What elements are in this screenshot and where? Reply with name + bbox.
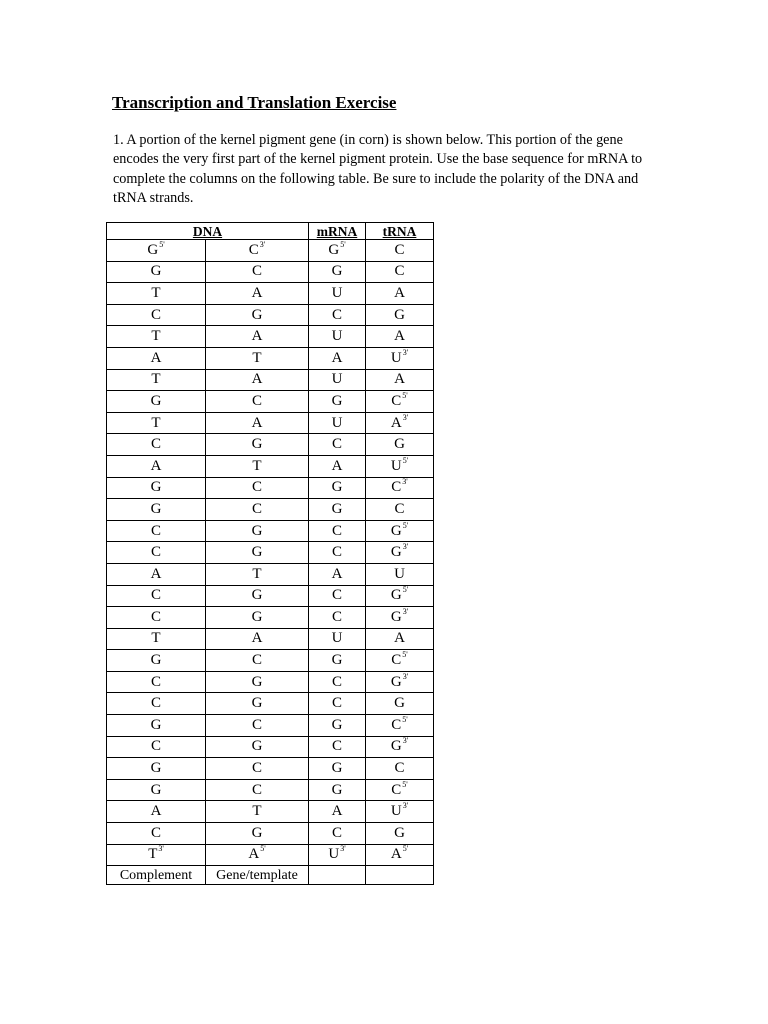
mrna-cell [309,585,366,607]
dna-complement-cell [107,715,206,737]
base-letter: A [150,565,162,582]
polarity-marker: 3' [402,542,409,552]
trna-cell [366,823,434,845]
dna-complement-cell [107,779,206,801]
dna-template-cell [206,779,309,801]
base-letter: C [394,500,405,517]
mrna-cell [309,520,366,542]
base-letter: C [150,673,161,690]
page-title: Transcription and Translation Exercise [112,93,397,112]
polarity-marker: 5' [402,390,408,400]
table-row [107,844,434,866]
dna-complement-cell [107,391,206,413]
dna-complement-cell [107,844,206,866]
base-letter: G [251,738,263,755]
dna-template-cell [206,434,309,456]
base-letter: A [251,371,263,388]
polarity-marker: 5' [402,714,408,724]
mrna-cell [309,542,366,564]
table-row [107,283,434,305]
polarity-marker: 5' [402,779,408,789]
base-letter: G [331,500,343,517]
polarity-marker: 3' [402,606,409,616]
base-letter: C [251,716,262,733]
base-letter: A [150,349,162,366]
base-letter: G [390,738,402,755]
base-letter: C [331,824,342,841]
base-letter: G [331,716,343,733]
trna-cell [366,844,434,866]
polarity-marker: 5' [260,844,266,854]
dna-complement-cell [107,736,206,758]
mrna-cell [309,628,366,650]
base-letter: U [331,414,343,431]
base-letter: C [391,479,402,496]
mrna-cell [309,736,366,758]
dna-template-cell [206,499,309,521]
table-row [107,326,434,348]
table-row [107,715,434,737]
dna-complement-cell [107,283,206,305]
base-letter: G [251,522,263,539]
table-row [107,801,434,823]
base-letter: C [248,241,259,258]
dna-complement-cell [107,520,206,542]
polarity-marker: 3' [340,844,346,854]
base-letter: C [251,392,262,409]
polarity-marker: 3' [402,347,409,357]
base-letter: C [394,241,405,258]
base-letter: T [151,414,161,431]
base-letter: G [147,241,159,258]
table-row [107,758,434,780]
dna-template-cell [206,563,309,585]
mrna-cell [309,844,366,866]
trna-cell [366,693,434,715]
base-letter: T [252,349,262,366]
trna-cell [366,520,434,542]
trna-cell [366,563,434,585]
base-letter: G [390,587,402,604]
base-letter: G [390,522,402,539]
mrna-cell [309,412,366,434]
trna-cell [366,671,434,693]
base-letter: G [394,306,405,323]
base-letter: G [251,436,263,453]
mrna-cell [309,283,366,305]
table-row [107,585,434,607]
table-row [107,391,434,413]
base-letter: C [251,479,262,496]
base-letter: C [331,587,342,604]
table-row [107,369,434,391]
dna-template-cell [206,369,309,391]
dna-template-cell [206,391,309,413]
base-letter: C [391,392,402,409]
base-letter: T [252,565,262,582]
base-letter: A [251,284,263,301]
base-letter: U [328,846,340,863]
dna-template-cell [206,455,309,477]
base-letter: C [331,436,342,453]
base-letter: G [251,673,263,690]
base-letter: G [331,781,343,798]
polarity-marker: 5' [402,520,409,530]
base-letter: G [331,652,343,669]
trna-cell [366,391,434,413]
mrna-cell [309,693,366,715]
base-letter: G [150,500,162,517]
dna-complement-cell [107,412,206,434]
table-row [107,542,434,564]
base-letter: G [331,479,343,496]
base-letter: C [331,522,342,539]
trna-cell [366,628,434,650]
base-letter: A [248,846,260,863]
dna-complement-cell [107,758,206,780]
base-letter: C [394,760,405,777]
dna-complement-cell [107,823,206,845]
base-letter: G [150,652,162,669]
base-letter: C [251,781,262,798]
mrna-cell [309,369,366,391]
base-letter: C [251,760,262,777]
base-letter: G [251,695,263,712]
trna-cell [366,434,434,456]
mrna-cell [309,650,366,672]
table-row [107,477,434,499]
table-row [107,823,434,845]
table-row [107,455,434,477]
table-row [107,736,434,758]
base-letter: A [331,803,343,820]
dna-complement-cell [107,347,206,369]
base-letter: C [150,738,161,755]
dna-complement-cell [107,499,206,521]
table-row [107,520,434,542]
table-row [107,693,434,715]
base-letter: T [151,328,161,345]
mrna-cell [309,261,366,283]
trna-cell [366,736,434,758]
table-row [107,563,434,585]
base-letter: C [331,306,342,323]
base-letter: G [150,392,162,409]
dna-complement-cell [107,542,206,564]
dna-template-cell [206,736,309,758]
dna-template-cell [206,477,309,499]
dna-template-cell [206,261,309,283]
table-row [107,240,434,262]
base-letter: A [150,803,162,820]
dna-template-cell [206,347,309,369]
mrna-cell [309,391,366,413]
base-letter: C [331,738,342,755]
dna-complement-cell [107,455,206,477]
base-letter: A [394,630,405,647]
polarity-marker: 5' [402,650,408,660]
dna-template-cell [206,671,309,693]
mrna-cell [309,304,366,326]
trna-cell [366,542,434,564]
base-letter: G [394,824,405,841]
dna-template-cell [206,715,309,737]
base-letter: A [331,565,343,582]
base-letter: U [331,328,343,345]
base-letter: A [394,328,405,345]
trna-cell [366,585,434,607]
base-letter: T [148,846,158,863]
dna-complement-cell [107,326,206,348]
base-letter: C [150,306,161,323]
trna-cell [366,779,434,801]
polarity-marker: 5' [340,239,346,249]
base-letter: G [390,673,402,690]
dna-complement-cell [107,477,206,499]
base-letter: C [331,695,342,712]
base-letter: C [150,544,161,561]
polarity-marker: 3' [158,844,164,854]
base-letter: U [331,284,343,301]
trna-cell [366,304,434,326]
dna-template-cell [206,844,309,866]
dna-complement-cell [107,607,206,629]
dna-complement-cell [107,304,206,326]
instructions-paragraph: 1. A portion of the kernel pigment gene (in corn) is shown below. This portion of the gene encodes the very first part of the kernel pigment protein. Use the base sequence for mRNA to complete the columns on the following table. Be sure to include the polarity of the DNA and tRNA strands. [113,132,643,207]
dna-template-cell [206,801,309,823]
table-row [107,261,434,283]
table-header-row [107,223,434,240]
dna-template-cell [206,693,309,715]
base-letter: C [150,522,161,539]
mrna-cell [309,434,366,456]
mrna-cell [309,563,366,585]
table-row [107,304,434,326]
table-row [107,607,434,629]
base-letter: G [150,479,162,496]
dna-complement-cell [107,369,206,391]
base-letter: C [391,781,402,798]
table-row [107,412,434,434]
trna-cell [366,455,434,477]
mrna-cell [309,801,366,823]
base-letter: A [394,371,405,388]
base-letter: A [150,457,162,474]
mrna-cell [309,671,366,693]
base-letter: U [331,371,343,388]
base-letter: C [150,587,161,604]
trna-cell [366,715,434,737]
trna-cell [366,801,434,823]
dna-complement-cell [107,671,206,693]
dna-complement-cell [107,693,206,715]
header-trna: tRNA [366,223,434,240]
base-letter: G [150,263,162,280]
dna-template-cell [206,304,309,326]
base-letter: T [151,371,161,388]
base-letter: U [390,457,402,474]
trna-cell [366,369,434,391]
base-letter: G [331,392,343,409]
trna-cell [366,240,434,262]
base-letter: U [394,565,405,582]
base-letter: G [394,695,405,712]
base-letter: C [150,608,161,625]
trna-cell [366,326,434,348]
polarity-marker: 5' [159,239,165,249]
dna-template-cell [206,585,309,607]
table-row [107,671,434,693]
polarity-marker: 3' [402,477,408,487]
mrna-cell [309,347,366,369]
dna-template-cell [206,542,309,564]
dna-complement-cell [107,240,206,262]
base-letter: G [331,760,343,777]
dna-template-cell [206,240,309,262]
trna-cell [366,758,434,780]
base-letter: G [390,544,402,561]
mrna-cell [309,715,366,737]
base-letter: G [150,760,162,777]
dna-complement-cell [107,585,206,607]
base-letter: C [251,652,262,669]
header-mrna: mRNA [309,223,366,240]
base-letter: A [251,328,263,345]
mrna-cell [309,607,366,629]
trna-cell [366,499,434,521]
mrna-cell [309,477,366,499]
base-letter: T [252,457,262,474]
base-letter: G [251,544,263,561]
trna-cell [366,412,434,434]
base-letter: C [391,716,402,733]
base-letter: C [150,695,161,712]
base-letter: G [251,587,263,604]
dna-complement-cell [107,434,206,456]
table-row [107,779,434,801]
dna-template-cell [206,758,309,780]
mrna-cell [309,779,366,801]
base-letter: T [151,630,161,647]
trna-cell [366,347,434,369]
polarity-marker: 3' [402,801,409,811]
mrna-cell [309,455,366,477]
footer-complement: Complement [107,866,206,885]
polarity-marker: 3' [402,412,409,422]
base-letter: A [251,414,263,431]
base-letter: A [390,846,402,863]
base-letter: C [251,263,262,280]
polarity-marker: 5' [402,455,409,465]
dna-complement-cell [107,650,206,672]
base-letter: A [331,349,343,366]
base-letter: G [394,436,405,453]
trna-cell [366,261,434,283]
header-dna: DNA [107,223,309,240]
trna-cell [366,283,434,305]
dna-template-cell [206,520,309,542]
base-letter: C [394,263,405,280]
base-letter: G [251,824,263,841]
sequence-table [106,222,434,885]
base-letter: C [391,652,402,669]
base-letter: T [252,803,262,820]
polarity-marker: 5' [402,585,409,595]
trna-cell [366,650,434,672]
table-row [107,347,434,369]
table-body [107,240,434,866]
base-letter: C [251,500,262,517]
footer-gene-template: Gene/template [206,866,309,885]
base-letter: A [390,414,402,431]
table-row [107,499,434,521]
dna-template-cell [206,823,309,845]
base-letter: G [331,263,343,280]
table-row [107,628,434,650]
mrna-cell [309,326,366,348]
dna-complement-cell [107,628,206,650]
base-letter: G [150,781,162,798]
trna-cell [366,477,434,499]
footer-mrna-empty [309,866,366,885]
base-letter: T [151,284,161,301]
polarity-marker: 3' [402,736,409,746]
table-row [107,650,434,672]
base-letter: G [150,716,162,733]
base-letter: C [331,544,342,561]
base-letter: A [394,284,405,301]
base-letter: A [331,457,343,474]
base-letter: G [251,306,263,323]
dna-template-cell [206,326,309,348]
base-letter: G [328,241,340,258]
base-letter: U [331,630,343,647]
dna-template-cell [206,628,309,650]
base-letter: A [251,630,263,647]
dna-complement-cell [107,261,206,283]
dna-template-cell [206,412,309,434]
base-letter: C [150,436,161,453]
dna-complement-cell [107,801,206,823]
polarity-marker: 3' [259,239,266,249]
base-letter: C [331,608,342,625]
base-letter: C [331,673,342,690]
table-row [107,434,434,456]
dna-template-cell [206,607,309,629]
trna-cell [366,607,434,629]
base-letter: G [390,608,402,625]
base-letter: C [150,824,161,841]
base-letter: G [251,608,263,625]
polarity-marker: 5' [402,844,409,854]
footer-trna-empty [366,866,434,885]
mrna-cell [309,499,366,521]
base-letter: U [390,349,402,366]
dna-template-cell [206,650,309,672]
mrna-cell [309,758,366,780]
polarity-marker: 3' [402,671,409,681]
table-footer-row [107,866,434,885]
base-letter: U [390,803,402,820]
dna-complement-cell [107,563,206,585]
mrna-cell [309,240,366,262]
dna-template-cell [206,283,309,305]
mrna-cell [309,823,366,845]
